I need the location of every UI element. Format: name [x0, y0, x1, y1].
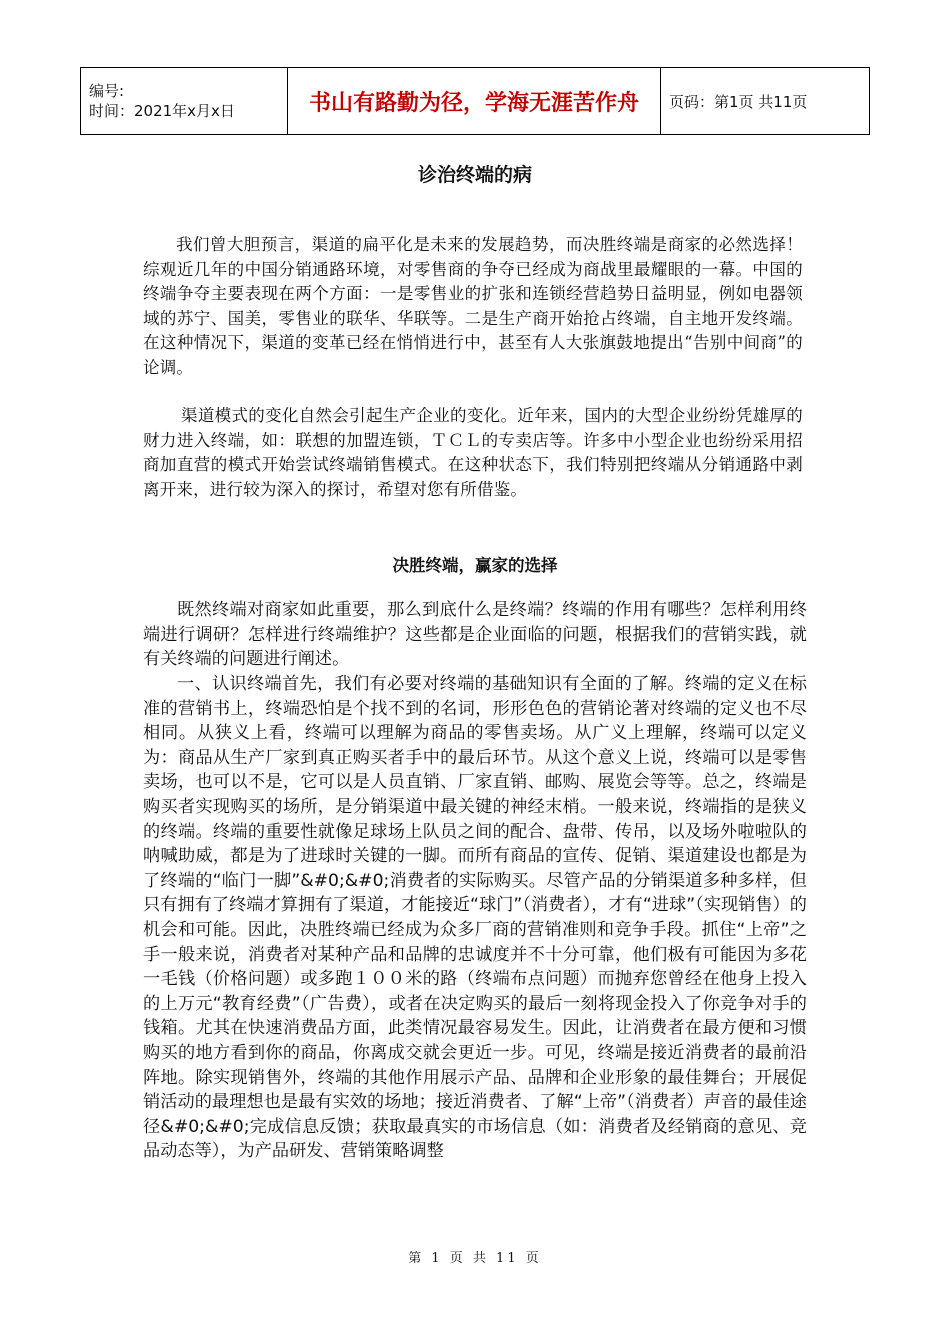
section-heading: 决胜终端，赢家的选择: [392, 556, 558, 575]
paragraph-body-2: 一、认识终端首先，我们有必要对终端的基础知识有全面的了解。终端的定义在标准的营销书上，终端恐怕是个找不到的名词，形形色色的营销论著对终端的定义也不尽相同。从狭义上看，终端可以理解为商品的零售卖场。从广义上理解，终端可以定义为：商品从生产厂家到真正购买者手中的最后环节。从这个意义上说，终端可以是零售卖场，也可以不是，它可以是人员直销、厂家直销、邮购、展览会等等。总之，终端是购买者实现购买的场所，是分销渠道中最关键的神经末梢。一般来说，终端指的是狭义的终端。终端的重要性就像足球场上队员之间的配合、盘带、传吊，以及场外啦啦队的呐喊助威，都是为了进球时关键的一脚。而所有商品的宣传、促销、渠道建设也都是为了终端的“临门一脚”&#0;&#0;消费者的实际购买。尽管产品的分销渠道多种多样，但只有拥有了终端才算拥有了渠道，才能接近“球门”（消费者），才有“进球”（实现销售）的机会和可能。因此，决胜终端已经成为众多厂商的营销准则和竞争手段。抓住“上帝”之手一般来说，消费者对某种产品和品牌的忠诚度并不十分可靠，他们极有可能因为多花一毛钱（价格问题）或多跑１００米的路（终端布点问题）而抛弃您曾经在他身上投入的上万元“教育经费”（广告费），或者在决定购买的最后一刻将现金投入了你竞争对手的钱箱。尤其在快速消费品方面，此类情况最容易发生。因此，让消费者在最方便和习惯购买的地方看到你的商品，你离成交就会更近一步。可见，终端是接近消费者的最前沿阵地。除实现销售外，终端的其他作用展示产品、品牌和企业形象的最佳舞台；开展促销活动的最理想也是最有实效的场地；接近消费者、了解“上帝”（消费者）声音的最佳途径&#0;&#0;完成信息反馈；获取最真实的市场信息（如：消费者及经销商的意见、竞品动态等），为产品研发、营销策略调整: [143, 674, 807, 1162]
document-number-label: 编号:: [89, 82, 125, 100]
header-page-info: 页码：第1页 共11页: [661, 68, 870, 135]
header-meta-cell: [81, 68, 288, 135]
header-motto: 书山有路勤为径，学海无涯苦作舟: [288, 68, 661, 135]
paragraph-intro-2: 渠道模式的变化自然会引起生产企业的变化。近年来，国内的大型企业纷纷凭雄厚的财力进入终端，如：联想的加盟连锁，ＴＣＬ的专卖店等。许多中小型企业也纷纷采用招商加直营的模式开始尝试终端销售模式。在这种状态下，我们特别把终端从分销通路中剥离开来，进行较为深入的探讨，希望对您有所借鉴。: [143, 406, 803, 499]
document-title: 诊治终端的病: [417, 164, 532, 186]
page-footer: 第 1 页 共 11 页: [408, 1251, 542, 1266]
header-table: [80, 67, 870, 135]
document-date-label: 时间：2021年x月x日: [89, 102, 235, 120]
paragraph-intro-1: 我们曾大胆预言，渠道的扁平化是未来的发展趋势，而决胜终端是商家的必然选择！综观近几年的中国分销通路环境，对零售商的争夺已经成为商战里最耀眼的一幕。中国的终端争夺主要表现在两个方面：一是零售业的扩张和连锁经营趋势日益明显，例如电器领域的苏宁、国美，零售业的联华、华联等。二是生产商开始抢占终端，自主地开发终端。在这种情况下，渠道的变革已经在悄悄进行中，甚至有人大张旗鼓地提出“告别中间商”的论调。: [143, 235, 803, 377]
paragraph-body-1: 既然终端对商家如此重要，那么到底什么是终端？终端的作用有哪些？怎样利用终端进行调研？怎样进行终端维护？这些都是企业面临的问题，根据我们的营销实践，就有关终端的问题进行阐述。: [143, 600, 807, 670]
